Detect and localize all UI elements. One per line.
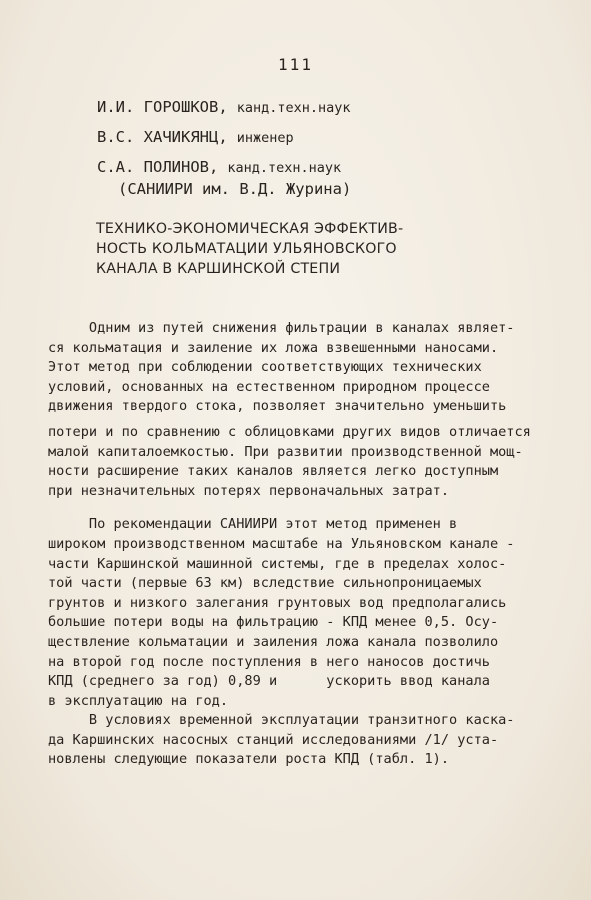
- author-name: С.А. ПОЛИНОВ,: [97, 158, 219, 176]
- text-line: новлены следующие показатели роста КПД (табл. 1).: [48, 751, 450, 768]
- text-line: ществление кольматации и заиления ложа канала позволило: [48, 633, 499, 650]
- author-line: [97, 93, 350, 123]
- text-line: той части (первые 63 км) вследствие сильнопроницаемых: [48, 575, 482, 592]
- author-title: канд.техн.наук: [236, 100, 351, 116]
- title-line: КАНАЛА В КАРШИНСКОЙ СТЕПИ: [96, 261, 341, 277]
- text-line: части Каршинской машинной системы, где в пределах холос-: [48, 555, 507, 572]
- text-line: движения твердого стока, позволяет значительно уменьшить: [48, 398, 507, 415]
- text-line: да Каршинских насосных станций исследованиями /1/ уста-: [48, 731, 499, 748]
- paragraph: [48, 319, 558, 501]
- author-line: [97, 123, 350, 153]
- author-list: [97, 93, 350, 183]
- text-line: В условиях временной эксплуатации транзитного каска-: [48, 712, 515, 729]
- text-line: ся кольматация и заиление их ложа взвешенными наносами.: [48, 339, 499, 356]
- text-line: ности расширение таких каналов является легко доступным: [48, 463, 499, 480]
- affiliation: (САНИИРИ им. В.Д. Журина): [118, 180, 352, 198]
- paragraph: [48, 711, 558, 770]
- text-line: в эксплуатацию на год.: [48, 692, 229, 709]
- text-line: при незначительных потерях первоначальных затрат.: [48, 482, 450, 499]
- text-line: на второй год после поступления в него наносов достичь: [48, 653, 490, 670]
- title-line: НОСТЬ КОЛЬМАТАЦИИ УЛЬЯНОВСКОГО: [96, 241, 397, 257]
- text-line: грунтов и низкого залегания грунтовых вод предполагались: [48, 594, 507, 611]
- page-number: 111: [278, 55, 313, 74]
- text-line: большие потери воды на фильтрацию - КПД менее 0,5. Осу-: [48, 614, 499, 631]
- text-line: малой капиталоемкостью. При развитии производственной мощ-: [48, 443, 523, 460]
- text-line: КПД (среднего за год) 0,89 и ускорить ввод канала: [48, 673, 490, 690]
- text-line: Этот метод при соблюдении соответствующих технических: [48, 359, 482, 376]
- title-line: ТЕХНИКО-ЭКОНОМИЧЕСКАЯ ЭФФЕКТИВ-: [96, 221, 404, 237]
- article-title: [96, 219, 403, 279]
- text-line: потери и по сравнению с облицовками других видов отличается: [48, 423, 531, 440]
- text-line: Одним из путей снижения фильтрации в каналах являет-: [48, 320, 515, 336]
- author-title: канд.техн.наук: [227, 160, 342, 176]
- text-line: условий, основанных на естественном природном процессе: [48, 378, 490, 395]
- paragraph: [48, 515, 558, 711]
- article-body: [48, 319, 558, 770]
- text-line: широком производственном масштабе на Ульяновском канале -: [48, 535, 515, 552]
- author-title: инженер: [236, 130, 294, 146]
- author-name: И.И. ГОРОШКОВ,: [97, 98, 228, 116]
- text-line: По рекомендации САНИИРИ этот метод применен в: [48, 516, 458, 533]
- author-line: [97, 153, 350, 183]
- author-name: В.С. ХАЧИКЯНЦ,: [97, 128, 228, 146]
